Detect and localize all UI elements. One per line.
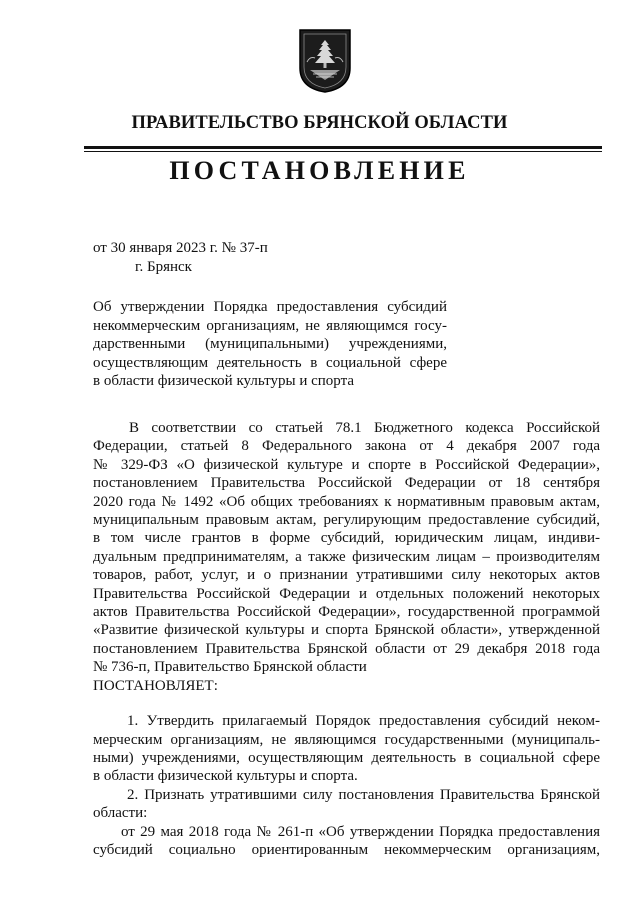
- resolves-heading: ПОСТАНОВЛЯЕТ:: [93, 677, 218, 694]
- preamble-line: постановлением Правительства Российской Федерации от 18 сентября: [93, 475, 600, 492]
- item-2-line: области:: [93, 805, 148, 822]
- preamble-line: 2020 года № 1492 «Об общих требованиях к нормативным правовым актам,: [93, 493, 600, 510]
- preamble-line: дуальным предпринимателям, а также физическим лицам – производителям: [93, 548, 600, 565]
- document-body: [93, 419, 600, 859]
- document-title: [93, 298, 447, 391]
- item-1-line: 1. Утвердить прилагаемый Порядок предоставления субсидий неком-: [127, 713, 600, 730]
- preamble-line: актов Правительства Российской Федерации», государственной программой: [93, 604, 600, 621]
- header-rule-thick: [84, 146, 602, 149]
- preamble-line: муниципальным правовым актам, регулирующим предоставление субсидий,: [93, 512, 600, 529]
- preamble-line: товаров, работ, услуг, и о признании утратившими силу некоторых актов: [93, 567, 600, 584]
- preamble-line: постановлением Правительства Брянской области от 29 декабря 2018 года: [93, 640, 600, 657]
- government-name: ПРАВИТЕЛЬСТВО БРЯНСКОЙ ОБЛАСТИ: [131, 113, 508, 133]
- paragraph-gap: [93, 695, 600, 712]
- coat-of-arms-icon: [298, 28, 352, 94]
- preamble-line: В соответствии со статьей 78.1 Бюджетного кодекса Российской: [129, 420, 600, 436]
- item-2-sub-line: субсидий социально ориентированным некоммерческим организациям,: [93, 841, 600, 858]
- preamble-line: Федерации, статьей 8 Федерального закона от 4 декабря 2007 года: [93, 438, 600, 455]
- item-1-line: мерческим организациям, не являющимся государственными (муниципаль-: [93, 731, 600, 748]
- preamble-line: «Развитие физической культуры и спорта Брянской области», утвержденной: [93, 622, 600, 639]
- preamble-line: в том числе грантов в форме субсидий, юридическим лицам, индиви-: [93, 530, 600, 547]
- item-2-sub-line: от 29 мая 2018 года № 261-п «Об утверждении Порядка предоставления: [121, 823, 600, 840]
- header-rule-thin: [84, 151, 602, 152]
- title-line: дарственными (муниципальными) учреждениями,: [93, 336, 447, 352]
- preamble-line: № 329-ФЗ «О физической культуре и спорте в Российской Федерации»,: [93, 456, 600, 473]
- city-line: г. Брянск: [135, 259, 192, 275]
- document-type: ПОСТАНОВЛЕНИЕ: [169, 156, 470, 185]
- item-1-line: ными) учреждениями, осуществляющим деятельность в социальной сфере: [93, 749, 600, 766]
- title-line: в области физической культуры и спорта: [93, 373, 354, 389]
- preamble-line: Правительства Российской Федерации и отдельных положений некоторых: [93, 585, 600, 602]
- date-number-line: от 30 января 2023 г. № 37-п: [93, 240, 268, 256]
- item-1-line: в области физической культуры и спорта.: [93, 768, 358, 785]
- title-line: Об утверждении Порядка предоставления субсидий: [93, 299, 447, 315]
- preamble-line: № 736-п, Правительство Брянской области: [93, 659, 367, 676]
- item-2-line: 2. Признать утратившими силу постановления Правительства Брянской: [127, 786, 600, 803]
- title-line: осуществляющим деятельность в социальной сфере: [93, 354, 447, 371]
- title-line: некоммерческим организациям, не являющимся госу-: [93, 317, 447, 334]
